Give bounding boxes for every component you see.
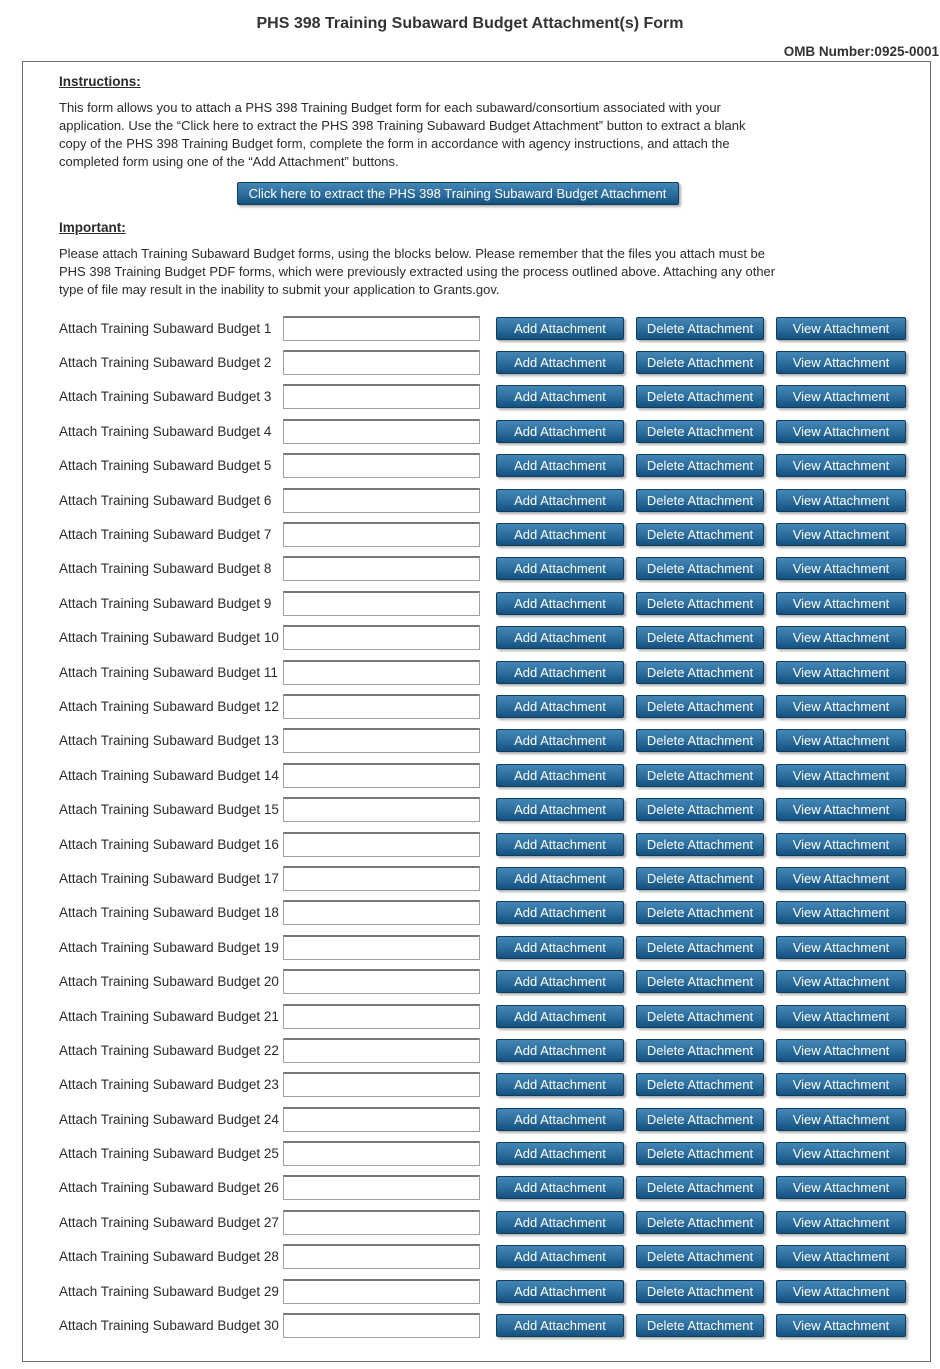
attachment-row	[59, 861, 908, 895]
view-attachment-button[interactable]: View Attachment	[776, 1142, 906, 1165]
delete-attachment-button[interactable]: Delete Attachment	[636, 936, 764, 959]
attachment-row	[59, 621, 908, 655]
add-attachment-button[interactable]: Add Attachment	[496, 351, 624, 374]
attachment-row-label: Attach Training Subaward Budget 16	[59, 836, 279, 852]
add-attachment-button[interactable]: Add Attachment	[496, 1142, 624, 1165]
delete-attachment-button[interactable]: Delete Attachment	[636, 1005, 764, 1028]
attachment-filename-input[interactable]	[283, 866, 480, 891]
view-attachment-button[interactable]: View Attachment	[776, 489, 906, 512]
view-attachment-button[interactable]: View Attachment	[776, 798, 906, 821]
add-attachment-button[interactable]: Add Attachment	[496, 1211, 624, 1234]
delete-attachment-button[interactable]: Delete Attachment	[636, 695, 764, 718]
add-attachment-button[interactable]: Add Attachment	[496, 385, 624, 408]
important-body-text: Please attach Training Subaward Budget forms, using the blocks below. Please remember that the files you attach must be PHS 398 Training Budget PDF forms, which were previously extracted using the process outlined above. Attaching any other type of file may result in the inability to submit your application to Grants.gov.	[59, 246, 776, 297]
attachment-filename-input[interactable]	[283, 969, 480, 994]
delete-attachment-button[interactable]: Delete Attachment	[636, 489, 764, 512]
view-attachment-button[interactable]: View Attachment	[776, 661, 906, 684]
view-attachment-button[interactable]: View Attachment	[776, 695, 906, 718]
delete-attachment-button[interactable]: Delete Attachment	[636, 523, 764, 546]
view-attachment-button[interactable]: View Attachment	[776, 729, 906, 752]
add-attachment-button[interactable]: Add Attachment	[496, 1176, 624, 1199]
add-attachment-button[interactable]: Add Attachment	[496, 454, 624, 477]
attachment-row	[59, 964, 908, 998]
attachment-row	[59, 1102, 908, 1136]
attachment-filename-input[interactable]	[283, 419, 480, 444]
page-title: PHS 398 Training Subaward Budget Attachment(s) Form	[256, 15, 684, 32]
attachment-filename-input[interactable]	[283, 1038, 480, 1063]
attachment-row-label: Attach Training Subaward Budget 1	[59, 320, 272, 336]
attachment-row	[59, 1205, 908, 1239]
add-attachment-button[interactable]: Add Attachment	[496, 420, 624, 443]
delete-attachment-button[interactable]: Delete Attachment	[636, 557, 764, 580]
add-attachment-button[interactable]: Add Attachment	[496, 867, 624, 890]
attachment-filename-input[interactable]	[283, 797, 480, 822]
attachment-filename-input[interactable]	[283, 1279, 480, 1304]
add-attachment-button[interactable]: Add Attachment	[496, 1245, 624, 1268]
attachment-row	[59, 827, 908, 861]
attachment-filename-input[interactable]	[283, 522, 480, 547]
add-attachment-button[interactable]: Add Attachment	[496, 592, 624, 615]
attachment-row	[59, 896, 908, 930]
attachment-rows-list	[59, 311, 908, 1343]
delete-attachment-button[interactable]: Delete Attachment	[636, 420, 764, 443]
delete-attachment-button[interactable]: Delete Attachment	[636, 1039, 764, 1062]
delete-attachment-button[interactable]: Delete Attachment	[636, 385, 764, 408]
instructions-heading: Instructions:	[59, 74, 141, 89]
extract-button-row	[33, 182, 882, 208]
view-attachment-button[interactable]: View Attachment	[776, 1108, 906, 1131]
attachment-row	[59, 483, 908, 517]
delete-attachment-button[interactable]: Delete Attachment	[636, 1073, 764, 1096]
attachment-row-label: Attach Training Subaward Budget 29	[59, 1283, 279, 1299]
attachment-row	[59, 1274, 908, 1308]
add-attachment-button[interactable]: Add Attachment	[496, 764, 624, 787]
attachment-filename-input[interactable]	[283, 1244, 480, 1269]
add-attachment-button[interactable]: Add Attachment	[496, 1314, 624, 1337]
attachment-filename-input[interactable]	[283, 1072, 480, 1097]
instructions-body-text: This form allows you to attach a PHS 398 Training Budget form for each subaward/consortium associated with your application. Use the “Click here to extract the PHS 398 Training Subaward Budget Attachment” button to extract a blank copy of the PHS 398 Training Budget form, complete the form in accordance with agency instructions, and attach the completed form using one of the “Add Attachment” buttons.	[59, 100, 746, 169]
add-attachment-button[interactable]: Add Attachment	[496, 523, 624, 546]
attachment-row-label: Attach Training Subaward Budget 20	[59, 974, 279, 990]
attachment-filename-input[interactable]	[283, 1313, 480, 1338]
delete-attachment-button[interactable]: Delete Attachment	[636, 798, 764, 821]
delete-attachment-button[interactable]: Delete Attachment	[636, 1142, 764, 1165]
view-attachment-button[interactable]: View Attachment	[776, 764, 906, 787]
delete-attachment-button[interactable]: Delete Attachment	[636, 901, 764, 924]
view-attachment-button[interactable]: View Attachment	[776, 833, 906, 856]
delete-attachment-button[interactable]: Delete Attachment	[636, 764, 764, 787]
attachment-row	[59, 1068, 908, 1102]
attachment-row-label: Attach Training Subaward Budget 27	[59, 1214, 279, 1230]
attachment-filename-input[interactable]	[283, 935, 480, 960]
attachment-row	[59, 311, 908, 345]
attachment-row-label: Attach Training Subaward Budget 23	[59, 1077, 279, 1093]
delete-attachment-button[interactable]: Delete Attachment	[636, 454, 764, 477]
attachment-row-label: Attach Training Subaward Budget 9	[59, 595, 272, 611]
attachment-row	[59, 999, 908, 1033]
delete-attachment-button[interactable]: Delete Attachment	[636, 833, 764, 856]
attachment-filename-input[interactable]	[283, 1004, 480, 1029]
omb-number: OMB Number:0925-0001	[783, 44, 939, 59]
attachment-row-label: Attach Training Subaward Budget 15	[59, 802, 279, 818]
attachment-filename-input[interactable]	[283, 832, 480, 857]
view-attachment-button[interactable]: View Attachment	[776, 557, 906, 580]
delete-attachment-button[interactable]: Delete Attachment	[636, 1245, 764, 1268]
attachment-filename-input[interactable]	[283, 591, 480, 616]
attachment-row-label: Attach Training Subaward Budget 30	[59, 1318, 279, 1334]
attachment-row	[59, 930, 908, 964]
attachment-row	[59, 345, 908, 379]
extract-subaward-budget-attachment-button[interactable]: Click here to extract the PHS 398 Training Subaward Budget Attachment	[237, 182, 679, 205]
view-attachment-button[interactable]: View Attachment	[776, 1245, 906, 1268]
attachment-filename-input[interactable]	[283, 694, 480, 719]
attachment-row-label: Attach Training Subaward Budget 10	[59, 630, 279, 646]
view-attachment-button[interactable]: View Attachment	[776, 1176, 906, 1199]
attachment-row-label: Attach Training Subaward Budget 14	[59, 767, 279, 783]
attachment-row-label: Attach Training Subaward Budget 25	[59, 1146, 279, 1162]
attachment-row-label: Attach Training Subaward Budget 26	[59, 1180, 279, 1196]
view-attachment-button[interactable]: View Attachment	[776, 1314, 906, 1337]
delete-attachment-button[interactable]: Delete Attachment	[636, 729, 764, 752]
attachment-row-label: Attach Training Subaward Budget 12	[59, 698, 279, 714]
attachment-filename-input[interactable]	[283, 900, 480, 925]
add-attachment-button[interactable]: Add Attachment	[496, 695, 624, 718]
add-attachment-button[interactable]: Add Attachment	[496, 798, 624, 821]
attachment-row	[59, 724, 908, 758]
view-attachment-button[interactable]: View Attachment	[776, 1039, 906, 1062]
attachment-row-label: Attach Training Subaward Budget 18	[59, 905, 279, 921]
attachment-row	[59, 1171, 908, 1205]
view-attachment-button[interactable]: View Attachment	[776, 592, 906, 615]
add-attachment-button[interactable]: Add Attachment	[496, 970, 624, 993]
form-content	[59, 62, 908, 1343]
attachment-row	[59, 689, 908, 723]
attachment-row	[59, 414, 908, 448]
delete-attachment-button[interactable]: Delete Attachment	[636, 626, 764, 649]
attachment-row-label: Attach Training Subaward Budget 13	[59, 733, 279, 749]
add-attachment-button[interactable]: Add Attachment	[496, 936, 624, 959]
add-attachment-button[interactable]: Add Attachment	[496, 557, 624, 580]
view-attachment-button[interactable]: View Attachment	[776, 454, 906, 477]
add-attachment-button[interactable]: Add Attachment	[496, 626, 624, 649]
attachment-row	[59, 1136, 908, 1170]
attachment-filename-input[interactable]	[283, 488, 480, 513]
delete-attachment-button[interactable]: Delete Attachment	[636, 1108, 764, 1131]
attachment-filename-input[interactable]	[283, 350, 480, 375]
view-attachment-button[interactable]: View Attachment	[776, 936, 906, 959]
view-attachment-button[interactable]: View Attachment	[776, 1280, 906, 1303]
add-attachment-button[interactable]: Add Attachment	[496, 489, 624, 512]
delete-attachment-button[interactable]: Delete Attachment	[636, 592, 764, 615]
attachment-filename-input[interactable]	[283, 384, 480, 409]
view-attachment-button[interactable]: View Attachment	[776, 970, 906, 993]
attachment-row	[59, 449, 908, 483]
attachment-row-label: Attach Training Subaward Budget 17	[59, 870, 279, 886]
attachment-row-label: Attach Training Subaward Budget 7	[59, 527, 272, 543]
attachment-row-label: Attach Training Subaward Budget 5	[59, 458, 272, 474]
delete-attachment-button[interactable]: Delete Attachment	[636, 1314, 764, 1337]
attachment-row	[59, 758, 908, 792]
form-border-box	[22, 61, 931, 1362]
add-attachment-button[interactable]: Add Attachment	[496, 1039, 624, 1062]
attachment-row	[59, 586, 908, 620]
attachment-filename-input[interactable]	[283, 556, 480, 581]
attachment-row	[59, 552, 908, 586]
add-attachment-button[interactable]: Add Attachment	[496, 661, 624, 684]
attachment-row-label: Attach Training Subaward Budget 2	[59, 355, 272, 371]
attachment-row	[59, 1308, 908, 1342]
view-attachment-button[interactable]: View Attachment	[776, 1073, 906, 1096]
attachment-row	[59, 655, 908, 689]
attachment-row	[59, 1033, 908, 1067]
view-attachment-button[interactable]: View Attachment	[776, 420, 906, 443]
attachment-row-label: Attach Training Subaward Budget 24	[59, 1111, 279, 1127]
view-attachment-button[interactable]: View Attachment	[776, 385, 906, 408]
delete-attachment-button[interactable]: Delete Attachment	[636, 661, 764, 684]
attachment-row	[59, 380, 908, 414]
attachment-filename-input[interactable]	[283, 1107, 480, 1132]
attachment-filename-input[interactable]	[283, 453, 480, 478]
attachment-row-label: Attach Training Subaward Budget 19	[59, 939, 279, 955]
attachment-filename-input[interactable]	[283, 660, 480, 685]
attachment-filename-input[interactable]	[283, 625, 480, 650]
add-attachment-button[interactable]: Add Attachment	[496, 1280, 624, 1303]
delete-attachment-button[interactable]: Delete Attachment	[636, 317, 764, 340]
add-attachment-button[interactable]: Add Attachment	[496, 901, 624, 924]
view-attachment-button[interactable]: View Attachment	[776, 1005, 906, 1028]
delete-attachment-button[interactable]: Delete Attachment	[636, 1176, 764, 1199]
view-attachment-button[interactable]: View Attachment	[776, 901, 906, 924]
add-attachment-button[interactable]: Add Attachment	[496, 1108, 624, 1131]
add-attachment-button[interactable]: Add Attachment	[496, 317, 624, 340]
delete-attachment-button[interactable]: Delete Attachment	[636, 1211, 764, 1234]
attachment-row-label: Attach Training Subaward Budget 22	[59, 1042, 279, 1058]
view-attachment-button[interactable]: View Attachment	[776, 626, 906, 649]
attachment-filename-input[interactable]	[283, 1210, 480, 1235]
attachment-row	[59, 517, 908, 551]
add-attachment-button[interactable]: Add Attachment	[496, 729, 624, 752]
attachment-row-label: Attach Training Subaward Budget 8	[59, 561, 272, 577]
add-attachment-button[interactable]: Add Attachment	[496, 833, 624, 856]
attachment-filename-input[interactable]	[283, 728, 480, 753]
delete-attachment-button[interactable]: Delete Attachment	[636, 970, 764, 993]
add-attachment-button[interactable]: Add Attachment	[496, 1005, 624, 1028]
attachment-row-label: Attach Training Subaward Budget 3	[59, 389, 272, 405]
important-heading: Important:	[59, 220, 126, 235]
view-attachment-button[interactable]: View Attachment	[776, 351, 906, 374]
attachment-row	[59, 1240, 908, 1274]
delete-attachment-button[interactable]: Delete Attachment	[636, 1280, 764, 1303]
attachment-row-label: Attach Training Subaward Budget 21	[59, 1008, 279, 1024]
add-attachment-button[interactable]: Add Attachment	[496, 1073, 624, 1096]
attachment-filename-input[interactable]	[283, 1175, 480, 1200]
attachment-filename-input[interactable]	[283, 1141, 480, 1166]
attachment-filename-input[interactable]	[283, 316, 480, 341]
view-attachment-button[interactable]: View Attachment	[776, 317, 906, 340]
attachment-row-label: Attach Training Subaward Budget 6	[59, 492, 272, 508]
attachment-row-label: Attach Training Subaward Budget 4	[59, 423, 272, 439]
view-attachment-button[interactable]: View Attachment	[776, 523, 906, 546]
view-attachment-button[interactable]: View Attachment	[776, 867, 906, 890]
view-attachment-button[interactable]: View Attachment	[776, 1211, 906, 1234]
attachment-filename-input[interactable]	[283, 763, 480, 788]
delete-attachment-button[interactable]: Delete Attachment	[636, 867, 764, 890]
attachment-row	[59, 792, 908, 826]
attachment-row-label: Attach Training Subaward Budget 11	[59, 664, 278, 680]
delete-attachment-button[interactable]: Delete Attachment	[636, 351, 764, 374]
attachment-row-label: Attach Training Subaward Budget 28	[59, 1249, 279, 1265]
